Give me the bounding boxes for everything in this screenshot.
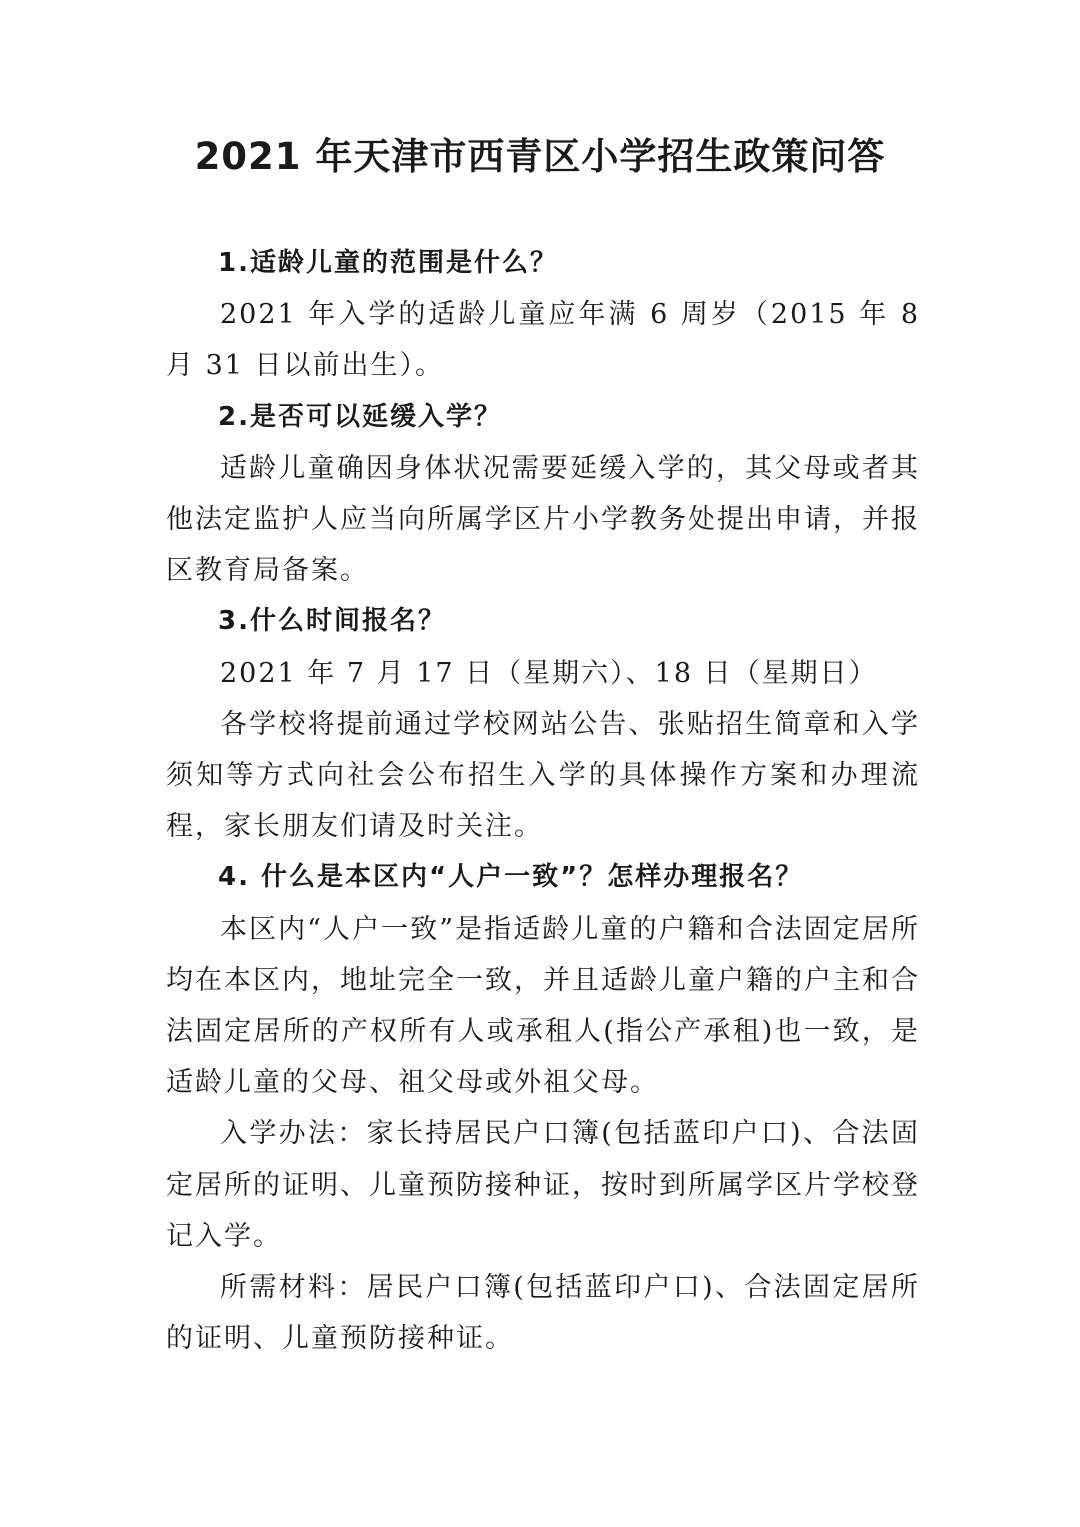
answer-3-note: 各学校将提前通过学校网站公告、张贴招生简章和入学须知等方式向社会公布招生入学的具体操作方案和办理流程，家长朋友们请及时关注。 bbox=[166, 708, 920, 843]
answer-2: 适龄儿童确因身体状况需要延缓入学的，其父母或者其他法定监护人应当向所属学区片小学教务处提出申请，并报区教育局备案。 bbox=[166, 452, 920, 587]
question-1: 1.适龄儿童的范围是什么？ bbox=[218, 248, 558, 278]
question-4: 4. 什么是本区内“人户一致”？怎样办理报名？ bbox=[218, 862, 804, 893]
answer-4-definition: 本区内“人户一致”是指适龄儿童的户籍和合法固定居所均在本区内，地址完全一致，并且适龄儿童户籍的户主和合法固定居所的产权所有人或承租人(指公产承租)也一致，是适龄儿童的父母、祖父母或外祖父母。 bbox=[166, 913, 920, 1099]
document-body bbox=[166, 238, 920, 1364]
answer-4-method: 入学办法：家长持居民户口簿(包括蓝印户口)、合法固定居所的证明、儿童预防接种证，按时到所属学区片学校登记入学。 bbox=[166, 1118, 920, 1252]
answer-1: 2021 年入学的适龄儿童应年满 6 周岁（2015 年 8 月 31 日以前出生）。 bbox=[166, 299, 920, 382]
answer-3-date: 2021 年 7 月 17 日（星期六）、18 日（星期日） bbox=[220, 657, 878, 689]
question-2: 2.是否可以延缓入学？ bbox=[218, 401, 502, 432]
document-title: 2021 年天津市西青区小学招生政策问答 bbox=[194, 135, 886, 178]
answer-4-materials: 所需材料：居民户口簿(包括蓝印户口)、合法固定居所的证明、儿童预防接种证。 bbox=[166, 1272, 920, 1355]
question-3: 3.什么时间报名？ bbox=[218, 606, 446, 637]
